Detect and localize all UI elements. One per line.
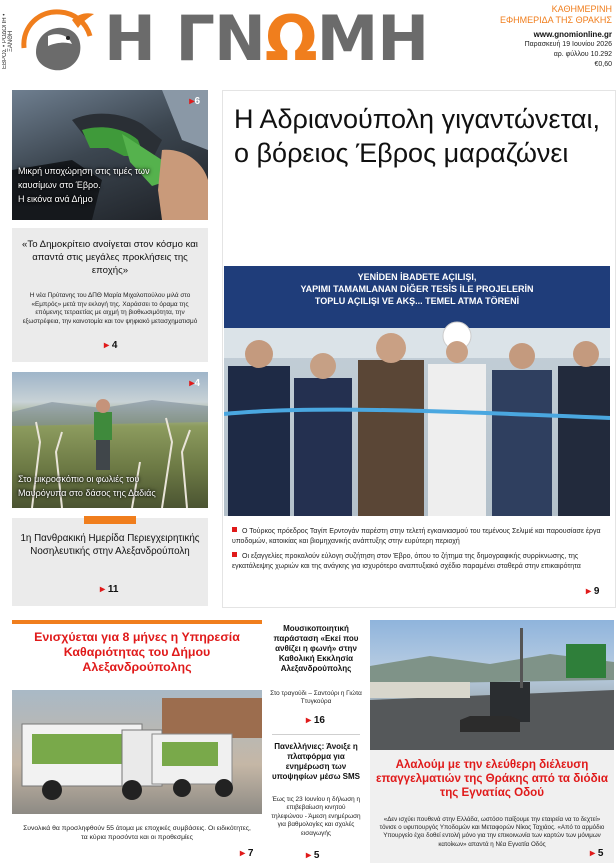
fuel-caption bbox=[18, 164, 202, 206]
vulture-caption-line2: Μαυρόγυπα στο δάσος της Δαδιάς bbox=[18, 488, 156, 498]
dove-logo-icon bbox=[16, 2, 102, 82]
toll-road-photo bbox=[370, 620, 614, 750]
music-headline[interactable]: Μουσικοποιητική παράσταση «Εκεί που ανθίζει η φωνή» στην Καθολική Εκκλησία Αλεξανδρούπολης bbox=[273, 624, 359, 673]
vulture-page-ref: ▸4 bbox=[189, 378, 200, 389]
ceremony-photo bbox=[224, 266, 610, 516]
vulture-caption bbox=[18, 472, 202, 500]
cleaning-headline: Ενισχύεται για 8 μήνες η Υπηρεσία Καθαριότητας του Δήμου Αλεξανδρούπολης bbox=[34, 630, 240, 674]
nursing-page-ref: ▸ 11 bbox=[100, 584, 119, 595]
vulture-story[interactable] bbox=[12, 372, 208, 508]
fuel-story[interactable] bbox=[12, 90, 208, 220]
exams-page-ref: ▸ 5 bbox=[306, 850, 320, 861]
divider bbox=[272, 734, 360, 735]
music-body: Στο τραγούδι – Σαντούρι η Γιώτα Ττυγκούρα bbox=[270, 690, 362, 706]
rector-headline: «Το Δημοκρίτειο ανοίγεται στον κόσμο και απαντά στις μεγάλες προκλήσεις της εποχής» bbox=[22, 239, 198, 276]
egnatia-headline: Αλαλούμ με την ελεύθερη διέλευση επαγγελματιών της Θράκης από τα διόδια της Εγνατίας Οδού bbox=[376, 758, 608, 799]
nursing-headline: 1η Πανθρακική Ημερίδα Περιεγχειρητικής Νοσηλευτικής στην Αλεξανδρούπολη bbox=[20, 533, 200, 557]
egnatia-body: «Δεν ισχύει πουθενά στην Ελλάδα, ωστόσο παίξουμε την εταιρεία να το δεχτεί» τόνισε ο υφυπουργός Υποδομών και Μεταφορών Νίκος Ταχιάος. «Από το αρμόδιο Υπουργείο έχει δοθεί εντολή μόνο για την επικοινωνία των καρτών των μόνιμων κατοίκων» απαντά η Νέα Εγνατία Οδός bbox=[379, 816, 605, 848]
nursing-conference-story[interactable] bbox=[12, 518, 208, 606]
main-bullet-1: Ο Τούρκος πρόεδρος Ταγίπ Ερντογάν παρέστη στην τελετή εγκαινιασμού του τεμένους Σελιμιέ και παρουσίασε έργα υποδομών, κατοικίας και βιομηχανικής ανάπτυξης στην ευρύτερη περιοχή bbox=[232, 528, 601, 545]
bullet-marker bbox=[232, 527, 237, 532]
newspaper-title: Η ΓΝΩΜΗ bbox=[104, 2, 429, 75]
issue-date: Παρασκευή 19 Ιουνίου 2026 bbox=[524, 41, 612, 48]
vulture-caption-line1: Στο μικροσκόπιο οι φωλιές του bbox=[18, 474, 140, 484]
rector-body: Η νέα Πρύτανης του ΔΠΘ Μαρία Μιχαλοπούλου μιλά στο «Εμπρός» μετά την εκλογή της. Χαράσσει το όραμα της επόμενης τετραετίας με αιχμή τη βιοθιωσιμότητα, την εξωστρέφεια, την καινοτομία και τον ψηφιακό μετασχηματισμό bbox=[22, 292, 198, 325]
trucks-illustration bbox=[12, 690, 262, 814]
bullet-marker bbox=[232, 552, 237, 557]
tagline-line2: ΕΦΗΜΕΡΙΔΑ ΤΗΣ ΘΡΑΚΗΣ bbox=[499, 15, 612, 25]
banner-line2: YAPIMI TAMAMLANAN DİĞER TESİS İLE PROJELERİN bbox=[300, 284, 534, 294]
banner-line1: YENİDEN İBADETE AÇILIŞI, bbox=[357, 272, 477, 282]
exams-body: Έως τις 23 Ιουνίου η δήλωση η επιβεβαίωση κινητού τηλεφώνου - Άμεση ενημέρωση για βαθμολογίες και σχολές εισαγωγής bbox=[271, 796, 361, 837]
fuel-caption-line1: Μικρή υποχώρηση στις τιμές των bbox=[18, 166, 150, 176]
banner-line3: TOPLU AÇILIŞI VE AKŞ... TEMEL ATMA TÖRENİ bbox=[314, 296, 520, 306]
exams-headline[interactable]: Πανελλήνιες: Άνοιξε η πλατφόρμα για ενημέρωση των υποψηφίων μέσω SMS bbox=[271, 742, 361, 781]
egnatia-page-ref: ▸ 5 bbox=[590, 848, 604, 859]
tagline-line1: ΚΑΘΗΜΕΡΙΝΗ bbox=[551, 4, 612, 14]
masthead bbox=[0, 0, 616, 82]
fuel-caption-line2: καυσίμων στο Έβρο. bbox=[18, 180, 101, 190]
region-label: ΕΒΡΟΣ • ΡΟΔΟΠΗ • ΞΑΝΘΗ bbox=[2, 13, 14, 69]
garbage-trucks-photo bbox=[12, 690, 262, 814]
ceremony-people bbox=[224, 266, 610, 516]
tagline bbox=[500, 4, 612, 26]
cleaning-body: Συνολικά θα προσληφθούν 55 άτομα με εποχικές συμβάσεις. Οι ειδικότητες, τα κύρια προσόντα και οι προθεσμίες bbox=[23, 825, 251, 841]
fuel-page-ref: ▸6 bbox=[189, 96, 200, 107]
music-page-ref: ▸ 16 bbox=[306, 715, 325, 726]
price: €0,60 bbox=[594, 61, 612, 68]
main-page-ref: ▸ 9 bbox=[586, 586, 600, 597]
cleaning-story[interactable] bbox=[12, 620, 262, 863]
toll-road-illustration bbox=[370, 620, 614, 750]
rector-interview-story[interactable] bbox=[12, 228, 208, 362]
fuel-caption-line3: Η εικόνα ανά Δήμο bbox=[18, 194, 93, 204]
cleaning-page-ref: ▸ 7 bbox=[240, 848, 254, 859]
egnatia-story[interactable] bbox=[370, 620, 614, 863]
main-bullet-2: Οι εξαγγελίες προκαλούν εύλογη συζήτηση στον Έβρο, όπου το ζήτημα της δημογραφικής συρρίκνωσης, της εγκατάλειψης χωριών και της ανάγκης για ισχυρότερο αναπτυξιακό σχέδιο παραμένει σταθερά στην επικαιρότητα bbox=[232, 553, 581, 570]
issue-number: αρ. φύλλου 10.292 bbox=[553, 51, 612, 58]
accent-bar bbox=[12, 620, 262, 624]
main-headline: Η Αδριανούπολη γιγαντώνεται, ο βόρειος Έβρος μαραζώνει bbox=[234, 104, 600, 168]
rector-page-ref: ▸ 4 bbox=[104, 340, 118, 351]
website-link[interactable]: www.gnomionline.gr bbox=[533, 30, 612, 39]
accent-bar bbox=[84, 516, 136, 524]
